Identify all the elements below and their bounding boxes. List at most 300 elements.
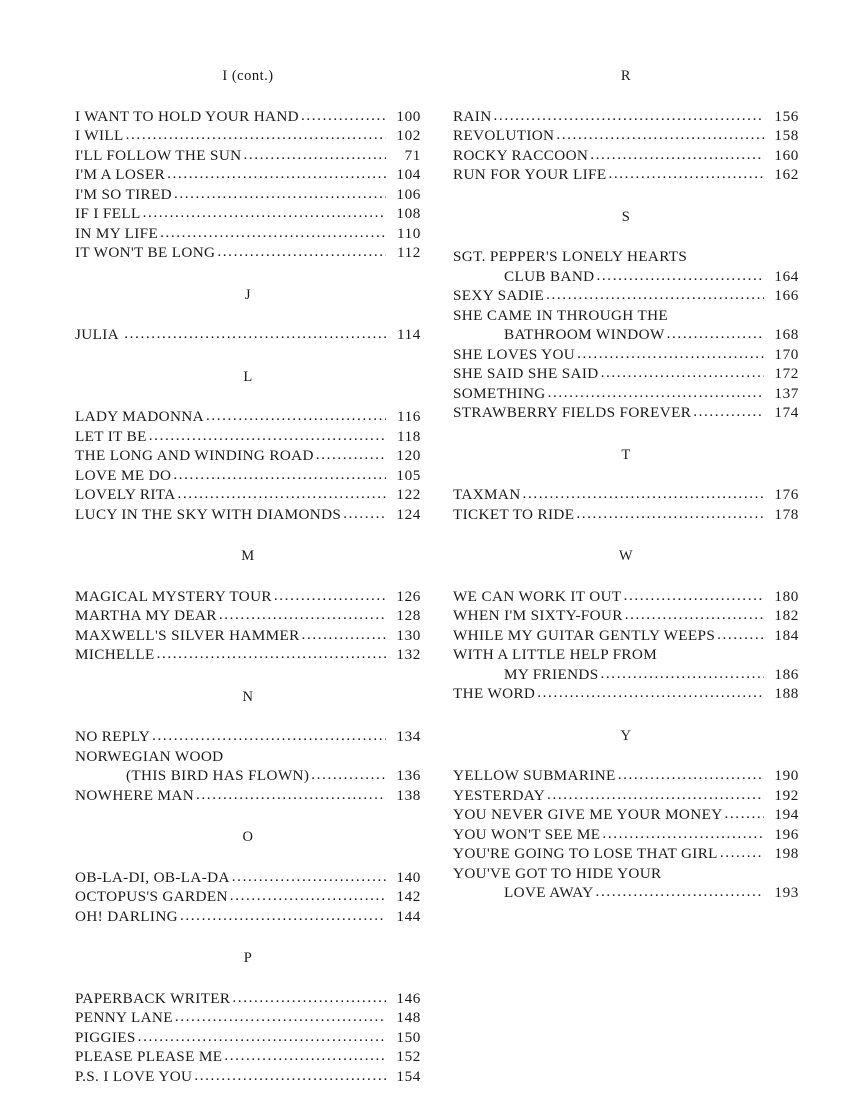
index-entry[interactable] [453,766,799,786]
index-entry-title: LADY MADONNA [75,408,204,425]
index-entry[interactable] [453,645,799,684]
section-spacer [75,263,421,287]
index-entry-title: SGT. PEPPER'S LONELY HEARTS [453,248,688,265]
dot-leader [149,426,386,446]
dot-leader [167,164,386,184]
index-entry-title: WITH A LITTLE HELP FROM [453,646,658,663]
dot-leader [126,125,386,145]
index-entry[interactable] [453,587,799,607]
dot-leader [224,1046,386,1066]
index-entry-page-number: 137 [774,384,799,402]
index-entry-line [75,204,421,224]
index-entry-title: SHE SAID SHE SAID [453,365,599,382]
index-entry-page-number: 102 [396,127,421,144]
index-entry[interactable] [75,505,421,525]
index-entry-line [75,587,421,607]
index-entry-page-number: 71 [404,146,421,164]
section-spacer [75,967,421,989]
index-section [75,68,421,263]
index-entry-page-number: 156 [774,107,799,125]
index-entry[interactable] [453,864,799,903]
dot-leader [597,266,765,286]
index-entry[interactable] [75,446,421,466]
index-entry[interactable] [453,403,799,423]
index-entry-page-number: 100 [396,107,421,125]
index-entry[interactable] [75,626,421,646]
index-entry-title: NOWHERE MAN [75,786,195,804]
index-entry-page-number: 182 [774,607,799,624]
index-entry-title: PAPERBACK WRITER [75,989,231,1007]
index-entry-title: I'LL FOLLOW THE SUN [75,146,242,164]
index-entry-page-number: 154 [396,1067,421,1085]
index-entry-line [75,446,421,466]
index-entry-line [453,247,799,267]
index-entry-page-number: 148 [396,1009,421,1026]
dot-leader [576,504,764,524]
index-entry-title: CLUB BAND [504,267,595,285]
index-entry-page-number: 118 [396,427,421,445]
index-entry-page-number: 110 [396,224,421,242]
index-entry-page-number: 138 [396,786,421,804]
dot-leader [157,644,386,664]
section-spacer [75,85,421,107]
dot-leader [601,664,765,684]
index-entry[interactable] [75,747,421,786]
index-entry-line [75,126,421,146]
section-letter: P [243,950,253,966]
index-section [453,185,799,423]
index-entry[interactable] [453,786,799,806]
index-entry-title: YOU WON'T SEE ME [453,825,601,843]
index-entry-title: YOU NEVER GIVE ME YOUR MONEY [453,806,723,823]
section-letter: S [621,208,631,225]
section-letter: M [241,548,255,564]
index-entry-page-number: 174 [774,404,799,421]
index-entry[interactable] [75,204,421,224]
section-spacer [453,704,799,728]
index-entry-page-number: 193 [774,884,799,901]
dot-leader [302,625,386,645]
index-entry[interactable] [75,1047,421,1067]
index-entry-title: TICKET TO RIDE [453,505,575,523]
dot-leader [301,106,386,126]
dot-leader [523,484,764,504]
index-entry-title: SHE LOVES YOU [453,345,576,363]
index-entry-line [453,606,799,626]
index-entry[interactable] [453,165,799,185]
index-entry[interactable] [453,364,799,384]
dot-leader [596,882,764,902]
index-entry-line [75,224,421,244]
dot-leader [175,1007,386,1027]
index-entry-title: LOVELY RITA [75,486,176,503]
index-entry-page-number: 172 [774,365,799,382]
index-entry-line [75,1047,421,1067]
index-entry-line [453,844,799,864]
index-entry-page-number: 142 [396,888,421,905]
index-entry-page-number: 178 [774,505,799,523]
index-entry-title: PIGGIES [75,1028,136,1046]
index-entry-line [75,243,421,263]
index-entry-page-number: 176 [774,486,799,503]
index-entry-line [453,825,799,845]
index-entry-line [75,766,421,786]
index-section [453,704,799,903]
index-entry-list [453,587,799,704]
section-letter: J [244,286,252,303]
index-entry-line [75,407,421,427]
dot-leader [152,726,386,746]
index-section [453,423,799,525]
dot-leader [556,125,764,145]
index-entry-title: SEXY SADIE [453,287,545,304]
section-letter: O [242,829,254,845]
index-entry-title: NO REPLY [75,728,151,745]
index-entry[interactable] [453,306,799,345]
index-entry-list [75,587,421,665]
index-entry-title: THE LONG AND WINDING ROAD [75,447,314,464]
index-entry-page-number: 144 [396,907,421,925]
index-entry-line [453,684,799,704]
index-entry[interactable] [75,165,421,185]
index-entry-line [453,864,799,884]
dot-leader [230,886,386,906]
index-entry[interactable] [75,126,421,146]
index-entry-page-number: 146 [396,989,421,1007]
index-entry-page-number: 190 [774,767,799,784]
index-entry-list [75,868,421,927]
index-entry-line [453,786,799,806]
index-entry-page-number: 196 [774,825,799,843]
index-entry[interactable] [453,126,799,146]
index-entry-line [453,645,799,665]
index-entry-list [75,727,421,805]
index-entry-line [453,587,799,607]
index-entry[interactable] [453,247,799,286]
index-entry-line [75,907,421,927]
dot-leader [217,242,386,262]
index-entry[interactable] [453,684,799,704]
index-entry-title: RAIN [453,107,492,125]
index-entry-page-number: 104 [396,166,421,183]
index-entry[interactable] [453,805,799,825]
index-entry[interactable] [75,645,421,665]
index-entry-line [75,165,421,185]
index-entry-page-number: 112 [396,244,421,261]
index-entry-title: JULIA [75,326,123,343]
dot-leader [494,106,764,126]
index-entry-page-number: 158 [774,127,799,144]
index-entry[interactable] [453,505,799,525]
index-entry-title: LET IT BE [75,427,147,445]
dot-leader [618,765,764,785]
dot-leader [601,363,764,383]
index-entry-title: MARTHA MY DEAR [75,607,217,624]
dot-leader [232,867,386,887]
index-entry-line [453,345,799,365]
index-entry[interactable] [75,587,421,607]
index-entry-line [453,665,799,685]
index-section [75,524,421,665]
index-entry-line [75,645,421,665]
index-entry-page-number: 186 [774,665,799,683]
index-entry-page-number: 114 [396,326,421,343]
dot-leader [311,765,386,785]
dot-leader [232,988,386,1008]
index-entry[interactable] [75,907,421,927]
index-entry-list [453,766,799,903]
index-entry-page-number: 150 [396,1028,421,1046]
index-section [75,805,421,926]
index-entry-title: THE WORD [453,685,536,702]
index-entry-line [453,805,799,825]
index-entry-title: IT WON'T BE LONG [75,244,216,261]
index-entry[interactable] [75,325,421,345]
index-entry-line [75,989,421,1009]
section-spacer [453,225,799,247]
index-entry-title: LUCY IN THE SKY WITH DIAMONDS [75,505,342,523]
index-entry-list [75,989,421,1087]
section-spacer [453,423,799,447]
index-entry-page-number: 126 [396,587,421,605]
index-entry-title: WHEN I'M SIXTY-FOUR [453,607,623,624]
index-entry[interactable] [75,786,421,806]
index-entry-title: MICHELLE [75,646,155,663]
dot-leader [124,324,386,344]
index-entry[interactable] [75,1028,421,1048]
dot-leader [667,324,764,344]
dot-leader [546,285,764,305]
index-entry-page-number: 105 [396,466,421,484]
index-entry-page-number: 120 [396,447,421,464]
index-entry-list [75,325,421,345]
index-entry-line [453,146,799,166]
index-entry-page-number: 188 [774,685,799,702]
index-entry-title: SHE CAME IN THROUGH THE [453,306,669,324]
section-spacer [75,926,421,950]
index-entry-title: OCTOPUS'S GARDEN [75,888,228,905]
index-entry-line [453,107,799,127]
index-entry-line [75,107,421,127]
index-entry[interactable] [453,146,799,166]
index-entry-line [75,1028,421,1048]
dot-leader [624,586,764,606]
dot-leader [180,906,386,926]
dot-leader [548,383,764,403]
index-entry[interactable] [75,1008,421,1028]
index-entry-page-number: 166 [774,287,799,304]
section-spacer [453,85,799,107]
index-entry-title: PLEASE PLEASE ME [75,1048,223,1065]
index-entry-line [75,485,421,505]
index-entry-line [453,267,799,287]
dot-leader [608,164,764,184]
index-entry-line [75,1067,421,1087]
dot-leader [143,203,386,223]
section-letter: W [618,548,634,564]
section-spacer [75,565,421,587]
index-entry-page-number: 162 [774,166,799,183]
index-entry[interactable] [75,185,421,205]
index-entry-line [453,485,799,505]
dot-leader [577,344,764,364]
index-entry-page-number: 152 [396,1048,421,1065]
index-entry[interactable] [75,485,421,505]
index-entry-title: MAGICAL MYSTERY TOUR [75,587,272,605]
index-entry-list [453,485,799,524]
section-letter: T [621,446,631,463]
index-entry-page-number: 116 [396,408,421,425]
section-spacer [453,524,799,548]
dot-leader [206,406,386,426]
index-entry-title: I'M A LOSER [75,166,166,183]
dot-leader [243,145,386,165]
section-spacer [453,744,799,766]
index-entry-title: LOVE ME DO [75,466,172,484]
dot-leader [160,223,386,243]
dot-leader [178,484,386,504]
dot-leader [274,586,386,606]
index-entry-page-number: 164 [774,267,799,285]
index-entry-page-number: 132 [396,646,421,663]
index-entry-title: YELLOW SUBMARINE [453,767,616,784]
index-entry[interactable] [75,224,421,244]
index-entry-title: ROCKY RACCOON [453,146,589,164]
index-entry[interactable] [75,427,421,447]
index-entry-title: STRAWBERRY FIELDS FOREVER [453,404,692,421]
dot-leader [343,504,386,524]
index-entry[interactable] [453,107,799,127]
right-column [453,68,799,903]
dot-leader [725,804,764,824]
index-section [453,524,799,704]
index-entry-line [75,427,421,447]
index-entry-title: NORWEGIAN WOOD [75,747,224,765]
index-entry[interactable] [75,466,421,486]
dot-leader [138,1027,386,1047]
section-letter: R [620,68,632,84]
index-entry-title: RUN FOR YOUR LIFE [453,166,607,183]
dot-leader [590,145,764,165]
index-section [75,665,421,806]
section-spacer [75,665,421,689]
index-entry-line [453,505,799,525]
index-section [453,68,799,185]
index-entry[interactable] [75,727,421,747]
index-entry-page-number: 108 [396,205,421,222]
index-entry-line [75,868,421,888]
index-entry-line [75,185,421,205]
dot-leader [717,625,764,645]
dot-leader [625,605,764,625]
index-entry[interactable] [453,384,799,404]
index-entry-title: MY FRIENDS [504,665,599,683]
section-letter: I (cont.) [222,68,274,84]
index-entry-line [453,766,799,786]
index-entry-line [75,1008,421,1028]
index-entry-page-number: 184 [774,626,799,644]
index-entry-title: MAXWELL'S SILVER HAMMER [75,626,300,644]
left-column [75,68,421,1086]
index-entry-page-number: 140 [396,868,421,886]
index-entry-page-number: 128 [396,607,421,624]
section-spacer [453,463,799,485]
index-entry-title: IN MY LIFE [75,224,159,242]
index-entry-line [453,126,799,146]
dot-leader [174,184,386,204]
dot-leader [693,402,764,422]
index-entry-line [75,727,421,747]
index-entry-line [75,325,421,345]
index-entry-line [453,364,799,384]
index-entry-title: YOU'VE GOT TO HIDE YOUR [453,864,662,882]
index-entry[interactable] [75,146,421,166]
index-entry[interactable] [75,868,421,888]
section-spacer [75,303,421,325]
index-entry-title: YOU'RE GOING TO LOSE THAT GIRL [453,845,718,862]
index-entry[interactable] [75,989,421,1009]
index-entry-page-number: 192 [774,786,799,804]
index-entry-line [453,883,799,903]
index-entry-page-number: 134 [396,728,421,745]
index-entry-title: YESTERDAY [453,786,546,804]
index-entry-line [75,146,421,166]
index-entry[interactable] [453,606,799,626]
index-entry-title: REVOLUTION [453,127,555,144]
section-spacer [453,185,799,209]
index-entry[interactable] [75,243,421,263]
index-entry[interactable] [75,407,421,427]
index-entry-line [75,606,421,626]
section-spacer [75,846,421,868]
index-entry-page-number: 170 [774,345,799,363]
dot-leader [173,465,386,485]
index-entry[interactable] [75,887,421,907]
index-entry-line [75,466,421,486]
dot-leader [537,683,764,703]
dot-leader [194,1066,386,1086]
index-entry-line [75,626,421,646]
index-entry[interactable] [453,626,799,646]
index-entry[interactable] [453,485,799,505]
dot-leader [602,824,764,844]
index-entry-list [453,247,799,423]
index-entry-line [75,887,421,907]
index-entry-page-number: 124 [396,505,421,523]
index-entry[interactable] [75,1067,421,1087]
index-entry-title: WHILE MY GUITAR GENTLY WEEPS [453,626,716,644]
index-entry-line [75,505,421,525]
index-entry-title: I WANT TO HOLD YOUR HAND [75,107,299,125]
index-entry-page-number: 180 [774,587,799,605]
index-entry-page-number: 168 [774,326,799,343]
index-entry[interactable] [75,107,421,127]
index-entry[interactable] [75,606,421,626]
index-entry-title: I WILL [75,127,124,144]
index-entry-list [75,407,421,524]
index-entry[interactable] [453,286,799,306]
index-entry-page-number: 198 [774,845,799,862]
index-entry-title: IF I FELL [75,205,141,222]
section-spacer [75,705,421,727]
index-entry[interactable] [453,844,799,864]
index-entry[interactable] [453,825,799,845]
dot-leader [196,785,386,805]
dot-leader [720,843,764,863]
index-entry-title: BATHROOM WINDOW [504,326,665,343]
index-entry-line [75,786,421,806]
index-entry[interactable] [453,345,799,365]
